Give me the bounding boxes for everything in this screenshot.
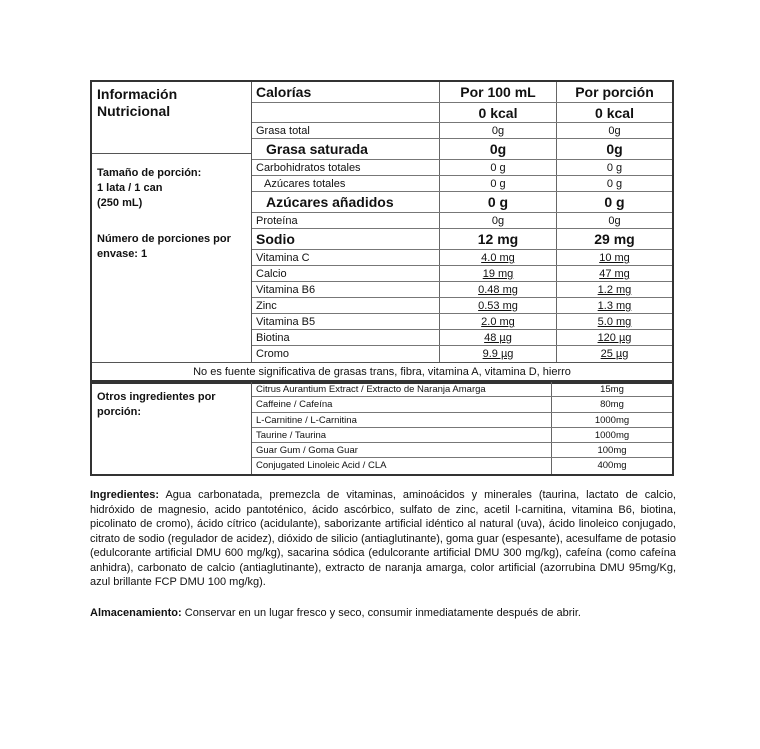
nutrient-name: Azúcares totales: [252, 176, 440, 191]
other-ingredients-list: [252, 382, 672, 474]
nutrient-per100: 0 g: [440, 160, 557, 175]
per100-header: Por 100 mL: [440, 82, 557, 102]
storage-paragraph: [90, 606, 676, 621]
table-row: [252, 192, 672, 213]
nutrition-table: [90, 80, 674, 384]
nutrient-perserving: 0g: [608, 125, 621, 137]
table-row: [252, 250, 672, 266]
serving-size-label: Tamaño de porción:: [97, 167, 202, 179]
ingredients-paragraph: [90, 488, 676, 590]
nutrient-name: Grasa total: [252, 123, 440, 138]
nutrient-name: Zinc: [252, 298, 440, 313]
nutrition-title: Información Nutricional: [97, 86, 178, 119]
table-row: [252, 282, 672, 298]
ingredient-value: 80mg: [600, 399, 624, 411]
table-row: [252, 346, 672, 362]
table-row: [252, 314, 672, 330]
ingredient-value: 15mg: [600, 384, 624, 395]
ingredient-name: Caffeine / Cafeína: [252, 397, 552, 411]
nutrient-name: Cromo: [252, 346, 440, 362]
storage-label: Almacenamiento:: [90, 607, 182, 619]
perserving-header: Por porción: [575, 84, 654, 100]
kcal-row: [252, 103, 672, 123]
nutrient-perserving: 29 mg: [594, 231, 635, 247]
nutrient-per100: 12 mg: [440, 229, 557, 249]
nutrient-name: Vitamina B5: [252, 314, 440, 329]
table-row: [252, 428, 672, 443]
header-row: [252, 82, 672, 103]
nutrient-per100: 19 mg: [440, 266, 557, 281]
nutrient-name: Vitamina C: [252, 250, 440, 265]
nutrient-perserving: 25 µg: [600, 348, 629, 360]
calories-label: Calorías: [252, 82, 440, 102]
serving-size-value: 1 lata / 1 can: [97, 182, 163, 194]
nutrient-perserving: 0g: [608, 215, 621, 227]
table-row: [252, 443, 672, 458]
storage-text: Conservar en un lugar fresco y seco, consumir inmediatamente después de abrir.: [181, 607, 581, 619]
other-ingredients-title: Otros ingredientes por porción:: [92, 382, 252, 474]
ingredient-name: Guar Gum / Goma Guar: [252, 443, 552, 457]
nutrient-name: Proteína: [252, 213, 440, 228]
serving-size: [97, 166, 247, 211]
nutrient-name: Calcio: [252, 266, 440, 281]
ingredient-value: 1000mg: [594, 414, 630, 426]
nutrient-per100: 0g: [440, 123, 557, 138]
nutrient-perserving: 1.2 mg: [597, 284, 632, 296]
nutrient-perserving: 0g: [606, 141, 623, 157]
nutrient-perserving: 5.0 mg: [597, 316, 632, 328]
table-row: [252, 330, 672, 346]
table-row: [252, 458, 672, 473]
kcal-per100: 0 kcal: [440, 103, 557, 122]
nutrient-per100: 48 µg: [440, 330, 557, 345]
nutrient-perserving: 47 mg: [599, 268, 630, 280]
nutrient-per100: 9.9 µg: [440, 346, 557, 362]
nutrient-per100: 2.0 mg: [440, 314, 557, 329]
ingredient-name: L-Carnitine / L-Carnitina: [252, 413, 552, 427]
nutrient-perserving: 0 g: [606, 162, 623, 174]
nutrient-perserving: 0 g: [606, 178, 623, 190]
table-row: [252, 160, 672, 176]
table-row: [252, 139, 672, 160]
nutrient-name: Azúcares añadidos: [252, 192, 440, 212]
nutrition-footnote: No es fuente significativa de grasas trans, fibra, vitamina A, vitamina D, hierro: [92, 362, 672, 382]
table-row: [252, 382, 672, 397]
nutrient-perserving: 0 g: [604, 194, 625, 210]
nutrient-name: Carbohidratos totales: [252, 160, 440, 175]
nutrient-per100: 0.53 mg: [440, 298, 557, 313]
nutrient-perserving: 1.3 mg: [597, 300, 632, 312]
nutrient-name: Grasa saturada: [252, 139, 440, 159]
nutrient-name: Vitamina B6: [252, 282, 440, 297]
nutrient-per100: 0g: [440, 213, 557, 228]
ingredient-name: Conjugated Linoleic Acid / CLA: [252, 458, 552, 473]
ingredients-label: Ingredientes:: [90, 489, 160, 501]
nutrient-per100: 0 g: [440, 176, 557, 191]
table-row: [252, 298, 672, 314]
nutrient-name: Sodio: [252, 229, 440, 249]
kcal-perserving: 0 kcal: [595, 105, 634, 121]
other-ingredients-table: [90, 380, 674, 476]
nutrient-per100: 0.48 mg: [440, 282, 557, 297]
nutrient-per100: 4.0 mg: [440, 250, 557, 265]
table-row: [252, 266, 672, 282]
table-row: [252, 176, 672, 192]
table-row: [252, 213, 672, 229]
nutrient-name: Biotina: [252, 330, 440, 345]
ingredient-name: Citrus Aurantium Extract / Extracto de Naranja Amarga: [252, 382, 552, 396]
table-row: [252, 413, 672, 428]
nutrient-perserving: 120 µg: [597, 332, 632, 344]
ingredient-name: Taurine / Taurina: [252, 428, 552, 442]
ingredients-text: Agua carbonatada, premezcla de vitaminas, aminoácidos y minerales (taurina, lactato de calcio, hidróxido de magnesio, acido pantoténico, ácido ascórbico, sulfato de zinc, acetil l-carnitina, vitamina B6, biotina, picolinato de cromo), ácido cítrico (acidulante), saborizante artificial idéntico al natural (uva), ácido linoleico conjugado, citrato de sodio (regulador de acidez), dióxido de silicio (antiaglutinante), goma guar (espesante), acesulfame de potasio (edulcorante artificial DMU 600 mg/kg), sacarina sódica (edulcorante artificial DMU 300 mg/kg), cafeína (como cafeína anhidra), carbonato de calcio (antiaglutinante), extracto de naranja amarga, color artificial (azorrubina DMU 95mg/Kg, azul brillante FCP DMU 100 mg/kg).: [90, 489, 676, 588]
nutrient-per100: 0 g: [440, 192, 557, 212]
servings-per-container: Número de porciones por envase: 1: [97, 233, 231, 260]
nutrition-left-panel: [92, 82, 252, 362]
serving-size-ml: (250 mL): [97, 197, 143, 209]
ingredient-value: 100mg: [597, 445, 627, 457]
ingredient-value: 1000mg: [594, 429, 630, 441]
table-row: [252, 229, 672, 250]
nutrient-perserving: 10 mg: [599, 252, 630, 264]
table-row: [252, 123, 672, 139]
table-row: [252, 397, 672, 412]
nutrition-values: [252, 82, 672, 362]
nutrient-per100: 0g: [440, 139, 557, 159]
ingredient-value: 400mg: [597, 460, 627, 472]
